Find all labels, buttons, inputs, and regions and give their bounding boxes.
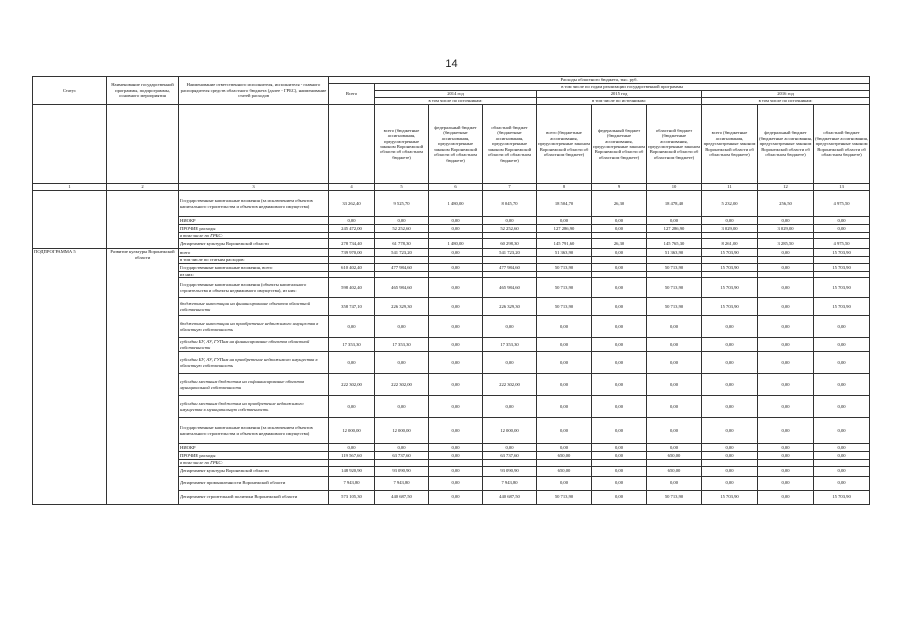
value-cell: 0,00 <box>592 476 647 490</box>
header-federal-2016: федеральный бюджет (бюджетные ассигнования, предусмотренные законом Воронежской области об областном бюджете) <box>758 105 814 184</box>
value-cell: 50 713,90 <box>537 263 592 271</box>
value-cell: 0,00 <box>702 476 758 490</box>
value-cell: 15 703,90 <box>702 278 758 298</box>
row-label: субсидии местным бюджетам на софинансирование объектов муниципальной собственности <box>179 374 329 396</box>
header-all-2016: всего (бюджетные ассигнования, предусмотренные законом Воронежской области об областном бюджете) <box>702 105 758 184</box>
value-cell: 650,00 <box>537 466 592 476</box>
value-cell: 0,00 <box>814 217 870 225</box>
value-cell: 0,00 <box>592 278 647 298</box>
value-cell: 0,00 <box>814 352 870 374</box>
value-cell: 63 737,60 <box>483 452 537 460</box>
value-cell: 63 737,60 <box>375 452 429 460</box>
value-cell: 245 472,00 <box>329 225 375 233</box>
value-cell: 0,00 <box>592 418 647 444</box>
value-cell: 0,00 <box>537 316 592 338</box>
value-cell: 127 286,90 <box>537 225 592 233</box>
value-cell: 0,00 <box>647 338 702 352</box>
value-cell: 12 000,00 <box>329 418 375 444</box>
value-cell: 0,00 <box>429 249 483 257</box>
column-number: 4 <box>329 184 375 191</box>
value-cell: 0,00 <box>429 452 483 460</box>
row-label: в том числе по ГРБС: <box>179 233 329 239</box>
value-cell: 256,50 <box>758 191 814 217</box>
value-cell: 0,00 <box>758 278 814 298</box>
value-cell: 15 703,90 <box>814 278 870 298</box>
value-cell: 0,00 <box>429 263 483 271</box>
value-cell: 0,00 <box>758 476 814 490</box>
value-cell: 0,00 <box>592 396 647 418</box>
row-label: Государственные капитальные вложения (за исключением объектов капитального строительства и объектов недвижимого имущества) <box>179 191 329 217</box>
value-cell: 60 298,30 <box>483 239 537 249</box>
value-cell: 50 713,90 <box>537 278 592 298</box>
column-number: 1 <box>33 184 107 191</box>
row-label: Государственные капитальные вложения, всего <box>179 263 329 271</box>
row-label: Департамент промышленности Воронежской области <box>179 476 329 490</box>
row-label: субсидии БУ, АУ, ГУПам на приобретение недвижимого имущества в областную собственность <box>179 352 329 374</box>
value-cell: 0,00 <box>647 316 702 338</box>
column-number: 12 <box>758 184 814 191</box>
value-cell: 0,00 <box>702 418 758 444</box>
row-label: Департамент культуры Воронежской области <box>179 466 329 476</box>
value-cell: 0,00 <box>537 444 592 452</box>
value-cell: 15 703,90 <box>814 490 870 504</box>
value-cell: 0,00 <box>592 466 647 476</box>
value-cell: 0,00 <box>647 374 702 396</box>
value-cell: 1 480,00 <box>429 239 483 249</box>
value-cell: 573 105,30 <box>329 490 375 504</box>
value-cell: 33 262,40 <box>329 191 375 217</box>
value-cell: 0,00 <box>537 374 592 396</box>
header-executor-name: Наименование ответственного исполнителя, исполнителя - главного распорядителя средств областного бюджета (далее - ГРБС), наименование статей расходов <box>179 77 329 105</box>
header-by-sources-2016: в том числе по источникам: <box>702 98 870 105</box>
value-cell: 17 353,30 <box>375 338 429 352</box>
value-cell: 222 302,00 <box>375 374 429 396</box>
column-number: 3 <box>179 184 329 191</box>
value-cell: 650,00 <box>647 452 702 460</box>
value-cell: 0,00 <box>592 452 647 460</box>
value-cell: 0,00 <box>592 338 647 352</box>
value-cell: 5 232,00 <box>702 191 758 217</box>
value-cell: 8 261,00 <box>702 239 758 249</box>
value-cell: 0,00 <box>758 249 814 257</box>
value-cell: 0,00 <box>592 444 647 452</box>
header-by-years: в том числе по годам реализации государственной программы <box>375 84 870 91</box>
table-row <box>33 191 870 217</box>
value-cell: 650,00 <box>647 466 702 476</box>
value-cell: 0,00 <box>592 298 647 316</box>
column-numbers-row <box>33 184 870 191</box>
value-cell: 0,00 <box>647 418 702 444</box>
value-cell: 0,00 <box>483 444 537 452</box>
value-cell: 465 984,60 <box>483 278 537 298</box>
column-number: 13 <box>814 184 870 191</box>
value-cell: 0,00 <box>329 444 375 452</box>
value-cell: 127 286,90 <box>647 225 702 233</box>
value-cell: 477 984,60 <box>375 263 429 271</box>
subprogram-status: ПОДПРОГРАММА 5 <box>33 249 107 504</box>
value-cell: 0,00 <box>758 352 814 374</box>
program-cell-empty <box>107 191 179 249</box>
value-cell: 3 029,00 <box>758 225 814 233</box>
value-cell: 0,00 <box>758 316 814 338</box>
value-cell: 0,00 <box>592 217 647 225</box>
value-cell: 0,00 <box>758 418 814 444</box>
header-year-2016: 2016 год <box>702 91 870 98</box>
value-cell: 0,00 <box>814 444 870 452</box>
column-number: 11 <box>702 184 758 191</box>
row-label: ПРОЧИЕ расходы <box>179 452 329 460</box>
value-cell: 145 791,60 <box>537 239 592 249</box>
value-cell: 0,00 <box>429 444 483 452</box>
column-number: 9 <box>592 184 647 191</box>
value-cell: 61 778,30 <box>375 239 429 249</box>
value-cell: 3 285,50 <box>758 239 814 249</box>
value-cell: 0,00 <box>814 374 870 396</box>
value-cell: 226 329,30 <box>483 298 537 316</box>
value-cell: 50 713,90 <box>647 490 702 504</box>
value-cell: 440 687,50 <box>375 490 429 504</box>
row-label: НИОКР <box>179 444 329 452</box>
value-cell: 440 687,50 <box>483 490 537 504</box>
value-cell: 0,00 <box>429 396 483 418</box>
page-number: 14 <box>445 58 458 70</box>
value-cell: 0,00 <box>429 225 483 233</box>
value-cell: 0,00 <box>483 352 537 374</box>
value-cell: 52 252,60 <box>375 225 429 233</box>
value-cell: 0,00 <box>814 466 870 476</box>
value-cell: 0,00 <box>814 452 870 460</box>
value-cell: 51 363,90 <box>537 249 592 257</box>
header-by-sources-2015: в том числе по источникам: <box>537 98 702 105</box>
row-label: в том числе по ГРБС: <box>179 460 329 466</box>
value-cell: 0,00 <box>429 466 483 476</box>
value-cell: 18 504,70 <box>537 191 592 217</box>
row-label: Государственные капитальные вложения (объекты капитального строительства и объекты недвижимого имущества), из них: <box>179 278 329 298</box>
subprogram-name: Развитие культуры Воронежской области <box>107 249 179 504</box>
value-cell: 0,00 <box>758 490 814 504</box>
value-cell: 0,00 <box>758 374 814 396</box>
value-cell: 0,00 <box>702 374 758 396</box>
value-cell: 7 943,80 <box>329 476 375 490</box>
value-cell: 0,00 <box>375 352 429 374</box>
column-number: 6 <box>429 184 483 191</box>
value-cell: 0,00 <box>758 338 814 352</box>
value-cell: 52 252,60 <box>483 225 537 233</box>
header-executor-cont <box>179 105 329 184</box>
value-cell: 0,00 <box>647 444 702 452</box>
value-cell: 0,00 <box>592 374 647 396</box>
value-cell: 0,00 <box>758 298 814 316</box>
value-cell: 0,00 <box>429 490 483 504</box>
value-cell: 0,00 <box>429 278 483 298</box>
row-label: субсидии местным бюджетам на приобретение недвижимого имущества в муниципальную собственность <box>179 396 329 418</box>
value-cell: 0,00 <box>702 338 758 352</box>
value-cell: 0,00 <box>537 476 592 490</box>
value-cell: 15 703,90 <box>702 249 758 257</box>
value-cell: 15 703,90 <box>814 263 870 271</box>
value-cell: 15 703,90 <box>702 298 758 316</box>
value-cell: 119 567,60 <box>329 452 375 460</box>
value-cell: 0,00 <box>592 352 647 374</box>
value-cell: 51 363,90 <box>647 249 702 257</box>
value-cell: 0,00 <box>537 217 592 225</box>
value-cell: 145 765,30 <box>647 239 702 249</box>
header-federal-2015: федеральный бюджет (бюджетные ассигнования, предусмотренные законом Воронежской области об областном бюджете) <box>592 105 647 184</box>
value-cell: 226 329,30 <box>375 298 429 316</box>
column-number: 7 <box>483 184 537 191</box>
header-all-2014: всего (бюджетные ассигнования, предусмотренные законом Воронежской области об областном бюджете) <box>375 105 429 184</box>
header-regional-2014: областной бюджет (бюджетные ассигнования, предусмотренные законом Воронежской области об областном бюджете) <box>483 105 537 184</box>
value-cell: 18 478,40 <box>647 191 702 217</box>
value-cell: 15 703,90 <box>814 249 870 257</box>
header-year-2014: 2014 год <box>375 91 537 98</box>
header-program-name: Наименование государственной программы, подпрограммы, основного мероприятия <box>107 77 179 105</box>
header-regional-2016: областной бюджет (бюджетные ассигнования, предусмотренные законом Воронежской области об областном бюджете) <box>814 105 870 184</box>
value-cell: 358 747,10 <box>329 298 375 316</box>
value-cell: 0,00 <box>814 476 870 490</box>
header-status: Статус <box>33 77 107 105</box>
value-cell: 541 723,20 <box>375 249 429 257</box>
column-number: 10 <box>647 184 702 191</box>
status-cell-empty <box>33 191 107 249</box>
value-cell: 0,00 <box>814 418 870 444</box>
value-cell: 0,00 <box>537 396 592 418</box>
value-cell: 15 703,90 <box>702 263 758 271</box>
value-cell: 9 525,70 <box>375 191 429 217</box>
value-cell: 278 734,40 <box>329 239 375 249</box>
value-cell: 0,00 <box>375 396 429 418</box>
value-cell: 0,00 <box>702 352 758 374</box>
header-program-cont <box>107 105 179 184</box>
value-cell: 0,00 <box>375 316 429 338</box>
value-cell: 610 402,40 <box>329 263 375 271</box>
value-cell: 1 480,00 <box>429 191 483 217</box>
budget-table <box>32 76 870 505</box>
value-cell: 0,00 <box>429 316 483 338</box>
value-cell: 0,00 <box>758 466 814 476</box>
value-cell: 0,00 <box>702 396 758 418</box>
value-cell: 148 920,90 <box>329 466 375 476</box>
header-regional-2015: областной бюджет (бюджетные ассигнования, предусмотренные законом Воронежской области об областном бюджете) <box>647 105 702 184</box>
value-cell: 7 943,80 <box>483 476 537 490</box>
value-cell: 0,00 <box>592 490 647 504</box>
value-cell: 0,00 <box>429 374 483 396</box>
value-cell: 4 975,50 <box>814 239 870 249</box>
value-cell: 0,00 <box>702 452 758 460</box>
value-cell: 0,00 <box>758 452 814 460</box>
value-cell: 477 984,60 <box>483 263 537 271</box>
value-cell: 0,00 <box>814 338 870 352</box>
value-cell: 0,00 <box>429 418 483 444</box>
value-cell: 12 000,00 <box>375 418 429 444</box>
value-cell: 0,00 <box>592 263 647 271</box>
row-label: в том числе по статьям расходов: <box>179 257 329 263</box>
value-cell: 15 703,90 <box>814 298 870 316</box>
value-cell: 0,00 <box>702 466 758 476</box>
value-cell: 0,00 <box>758 396 814 418</box>
header-year-2015: 2015 год <box>537 91 702 98</box>
value-cell: 0,00 <box>814 396 870 418</box>
value-cell: 0,00 <box>537 352 592 374</box>
row-label: НИОКР <box>179 217 329 225</box>
value-cell: 650,00 <box>537 452 592 460</box>
value-cell: 0,00 <box>429 476 483 490</box>
value-cell: 0,00 <box>375 217 429 225</box>
header-federal-2014: федеральный бюджет (бюджетные ассигнования, предусмотренные законом Воронежской области об областном бюджете) <box>429 105 483 184</box>
value-cell: 0,00 <box>483 396 537 418</box>
row-label: бюджетные инвестиции на финансирование объектов областной собственности <box>179 298 329 316</box>
row-label: субсидии БУ, АУ, ГУПам на финансирование объектов областной собственности <box>179 338 329 352</box>
value-cell: 0,00 <box>375 444 429 452</box>
header-total: Всего <box>329 84 375 105</box>
value-cell: 50 713,90 <box>647 263 702 271</box>
value-cell: 0,00 <box>537 338 592 352</box>
value-cell: 4 975,50 <box>814 191 870 217</box>
value-cell: 541 723,20 <box>483 249 537 257</box>
value-cell: 0,00 <box>814 225 870 233</box>
row-label: из них: <box>179 271 329 277</box>
value-cell: 0,00 <box>647 217 702 225</box>
value-cell: 0,00 <box>647 396 702 418</box>
table-body <box>33 191 870 505</box>
value-cell: 0,00 <box>647 476 702 490</box>
value-cell: 465 984,60 <box>375 278 429 298</box>
value-cell: 8 045,70 <box>483 191 537 217</box>
row-label: Государственные капитальные вложения (за исключением объектов капитального строительства и объектов недвижимого имущества) <box>179 418 329 444</box>
value-cell: 26,30 <box>592 239 647 249</box>
value-cell: 739 970,00 <box>329 249 375 257</box>
value-cell: 0,00 <box>647 352 702 374</box>
header-all-2015: всего (бюджетные ассигнования, предусмотренные законом Воронежской области об областном бюджете) <box>537 105 592 184</box>
value-cell: 0,00 <box>329 217 375 225</box>
row-label: Департамент строительной политики Воронежской области <box>179 490 329 504</box>
table-header <box>33 77 870 191</box>
value-cell: 15 703,90 <box>702 490 758 504</box>
value-cell: 0,00 <box>758 217 814 225</box>
table-row <box>33 249 870 257</box>
row-label: Департамент культуры Воронежской области <box>179 239 329 249</box>
row-label: всего <box>179 249 329 257</box>
value-cell: 93 090,90 <box>375 466 429 476</box>
value-cell: 0,00 <box>329 396 375 418</box>
value-cell: 50 713,90 <box>537 298 592 316</box>
value-cell: 3 029,00 <box>702 225 758 233</box>
value-cell: 0,00 <box>592 249 647 257</box>
value-cell: 0,00 <box>592 225 647 233</box>
value-cell: 50 713,90 <box>537 490 592 504</box>
value-cell: 0,00 <box>537 418 592 444</box>
value-cell: 0,00 <box>483 217 537 225</box>
row-label: бюджетные инвестиции на приобретение недвижимого имущества в областную собственность <box>179 316 329 338</box>
value-cell: 0,00 <box>429 352 483 374</box>
value-cell: 0,00 <box>429 298 483 316</box>
column-number: 2 <box>107 184 179 191</box>
value-cell: 0,00 <box>592 316 647 338</box>
header-by-sources-2014: в том числе по источникам: <box>375 98 537 105</box>
value-cell: 50 713,90 <box>647 278 702 298</box>
value-cell: 0,00 <box>758 263 814 271</box>
value-cell: 17 353,30 <box>483 338 537 352</box>
column-number: 5 <box>375 184 429 191</box>
value-cell: 7 943,80 <box>375 476 429 490</box>
header-expenses-title: Расходы областного бюджета, тыс. руб. <box>329 77 870 84</box>
row-label: ПРОЧИЕ расходы <box>179 225 329 233</box>
value-cell: 222 302,00 <box>329 374 375 396</box>
value-cell: 0,00 <box>429 217 483 225</box>
value-cell: 0,00 <box>702 444 758 452</box>
header-status-cont <box>33 105 107 184</box>
value-cell: 0,00 <box>702 217 758 225</box>
value-cell: 93 090,90 <box>483 466 537 476</box>
value-cell: 0,00 <box>702 316 758 338</box>
header-total-cont <box>329 105 375 184</box>
value-cell: 0,00 <box>758 444 814 452</box>
value-cell: 0,00 <box>429 338 483 352</box>
value-cell: 0,00 <box>329 316 375 338</box>
value-cell: 0,00 <box>483 316 537 338</box>
value-cell: 598 402,40 <box>329 278 375 298</box>
value-cell: 12 000,00 <box>483 418 537 444</box>
column-number: 8 <box>537 184 592 191</box>
value-cell: 0,00 <box>814 316 870 338</box>
value-cell: 222 302,00 <box>483 374 537 396</box>
value-cell: 17 353,30 <box>329 338 375 352</box>
value-cell: 50 713,90 <box>647 298 702 316</box>
value-cell: 26,30 <box>592 191 647 217</box>
value-cell: 0,00 <box>329 352 375 374</box>
